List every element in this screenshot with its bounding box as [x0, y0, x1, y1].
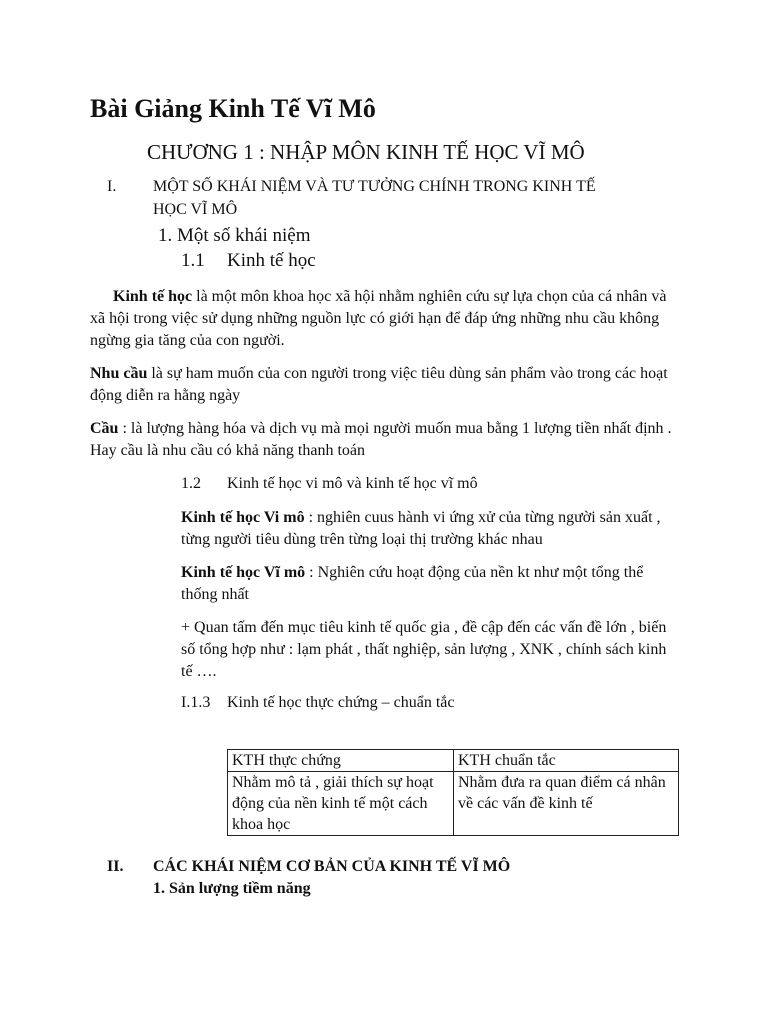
subsection-1-1-number: 1.1: [181, 250, 205, 271]
term-kinh-te-hoc: Kinh tế học: [113, 288, 193, 305]
section-1-heading-line-1: MỘT SỐ KHÁI NIỆM VÀ TƯ TƯỞNG CHÍNH TRONG KINH TẾ: [153, 178, 596, 195]
term-vi-mo: Kinh tế học Vi mô: [181, 509, 305, 526]
table-header-row: [228, 750, 679, 772]
table-row: [228, 772, 679, 836]
table-cell: Nhằm đưa ra quan điểm cá nhân về các vấn đề kinh tế: [454, 772, 679, 836]
table-header-cell: KTH chuẩn tắc: [454, 750, 679, 772]
paragraph-nhu-cau: [90, 363, 680, 407]
comparison-table: [227, 749, 679, 836]
definition-vi-mo-macro: : Nghiên cứu hoạt động của nền kt như một tổng thể thống nhất: [181, 564, 644, 603]
section-2-heading: CÁC KHÁI NIỆM CƠ BẢN CỦA KINH TẾ VĨ MÔ: [153, 858, 511, 875]
section-1-number: I.: [107, 178, 117, 195]
chapter-heading: CHƯƠNG 1 : NHẬP MÔN KINH TẾ HỌC VĨ MÔ: [147, 140, 585, 164]
paragraph-macro-concerns: + Quan tấm đến mục tiêu kinh tế quốc gia , đề cập đến các vấn đề lớn , biến số tổng hợp như : lạm phát , thất nghiệp, sản lượng , XNK , chính sách kinh tế ….: [181, 619, 667, 680]
section-1-heading-line-2: HỌC VĨ MÔ: [153, 201, 238, 218]
subsection-1-3-number: I.1.3: [181, 694, 211, 711]
paragraph-cau: [90, 418, 680, 462]
subsection-1-heading: 1. Một số khái niệm: [158, 225, 311, 246]
term-nhu-cau: Nhu cầu: [90, 365, 148, 382]
document-title: Bài Giảng Kinh Tế Vĩ Mô: [90, 94, 376, 123]
section-2-number: II.: [107, 858, 124, 875]
table-header-cell: KTH thực chứng: [228, 750, 454, 772]
paragraph-vi-mo-macro: [181, 562, 681, 606]
definition-nhu-cau: là sự ham muốn của con người trong việc tiêu dùng sản phẩm vào trong các hoạt động diễn ra hằng ngày: [90, 365, 668, 404]
definition-vi-mo: : nghiên cuus hành vi ứng xử của từng người sản xuất , từng người tiêu dùng trên từng loại thị trường khác nhau: [181, 509, 661, 548]
term-cau: Cầu: [90, 420, 119, 437]
definition-cau: : là lượng hàng hóa và dịch vụ mà mọi người muốn mua bằng 1 lượng tiền nhất định . Hay cầu là nhu cầu có khả năng thanh toán: [90, 420, 672, 459]
section-2-item-1: 1. Sản lượng tiềm năng: [153, 880, 311, 897]
subsection-1-2-number: 1.2: [181, 475, 201, 492]
term-vi-mo-macro: Kinh tế học Vĩ mô: [181, 564, 306, 581]
paragraph-vi-mo: [181, 507, 681, 551]
subsection-1-1-heading: Kinh tế học: [227, 250, 316, 271]
table-cell: Nhằm mô tả , giải thích sự hoạt động của nền kinh tế một cách khoa học: [228, 772, 454, 836]
subsection-1-2-heading: Kinh tế học vi mô và kinh tế học vĩ mô: [227, 475, 478, 492]
definition-kinh-te-hoc: là một môn khoa học xã hội nhằm nghiên cứu sự lựa chọn của cá nhân và xã hội trong việc sử dụng những nguồn lực có giới hạn để đáp ứng những nhu cầu không ngừng gia tăng của con người.: [90, 288, 667, 349]
subsection-1-3-heading: Kinh tế học thực chứng – chuẩn tắc: [227, 694, 455, 711]
paragraph-kinh-te-hoc: [90, 286, 680, 352]
